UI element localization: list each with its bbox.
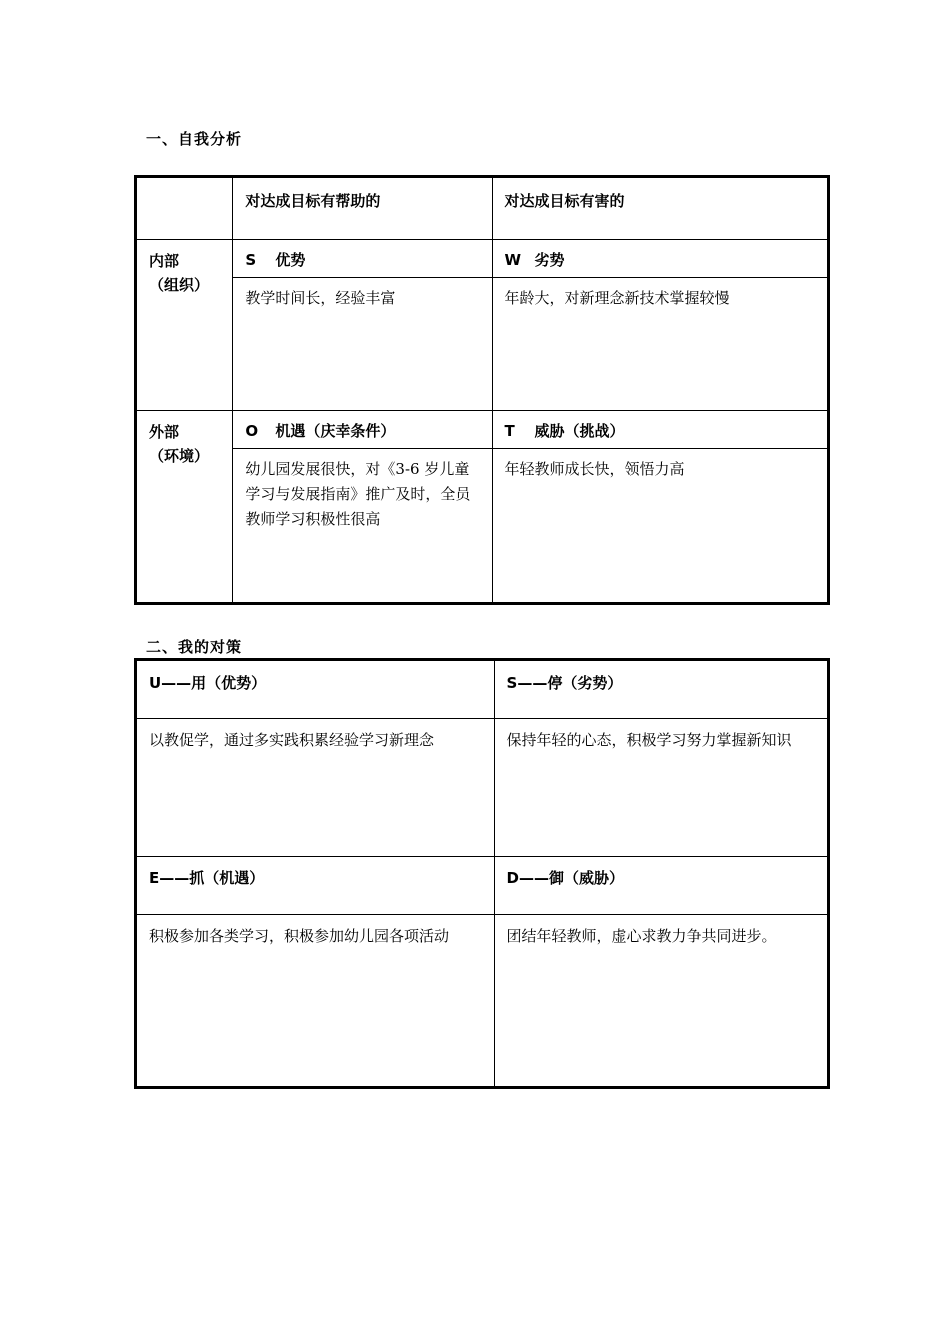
corner-cell bbox=[136, 177, 233, 240]
threat-content: 年轻教师成长快，领悟力高 bbox=[492, 449, 828, 604]
use-header: U——用（优势） bbox=[136, 660, 495, 719]
stop-header: S——停（劣势） bbox=[494, 660, 828, 719]
section1-heading: 一、自我分析 bbox=[146, 130, 243, 148]
defend-content: 团结年轻教师，虚心求教力争共同进步。 bbox=[494, 915, 828, 1088]
threat-header: T 威胁（挑战） bbox=[492, 411, 828, 449]
use-content: 以教促学，通过多实践积累经验学习新理念 bbox=[136, 719, 495, 857]
strength-header: S 优势 bbox=[233, 240, 492, 278]
swot-table bbox=[134, 175, 830, 605]
strategy-table bbox=[134, 658, 830, 1089]
external-label: 外部 （环境） bbox=[136, 411, 233, 604]
exploit-header: E——抓（机遇） bbox=[136, 857, 495, 915]
opportunity-header: O 机遇（庆幸条件） bbox=[233, 411, 492, 449]
harmful-header: 对达成目标有害的 bbox=[492, 177, 828, 240]
exploit-content: 积极参加各类学习，积极参加幼儿园各项活动 bbox=[136, 915, 495, 1088]
stop-content: 保持年轻的心态，积极学习努力掌握新知识 bbox=[494, 719, 828, 857]
weakness-header: W 劣势 bbox=[492, 240, 828, 278]
helpful-header: 对达成目标有帮助的 bbox=[233, 177, 492, 240]
internal-label: 内部 （组织） bbox=[136, 240, 233, 411]
strength-content: 教学时间长，经验丰富 bbox=[233, 278, 492, 411]
defend-header: D——御（威胁） bbox=[494, 857, 828, 915]
weakness-content: 年龄大，对新理念新技术掌握较慢 bbox=[492, 278, 828, 411]
opportunity-content: 幼儿园发展很快，对《3-6 岁儿童学习与发展指南》推广及时，全员教师学习积极性很高 bbox=[233, 449, 492, 604]
section2-heading: 二、我的对策 bbox=[146, 638, 243, 656]
